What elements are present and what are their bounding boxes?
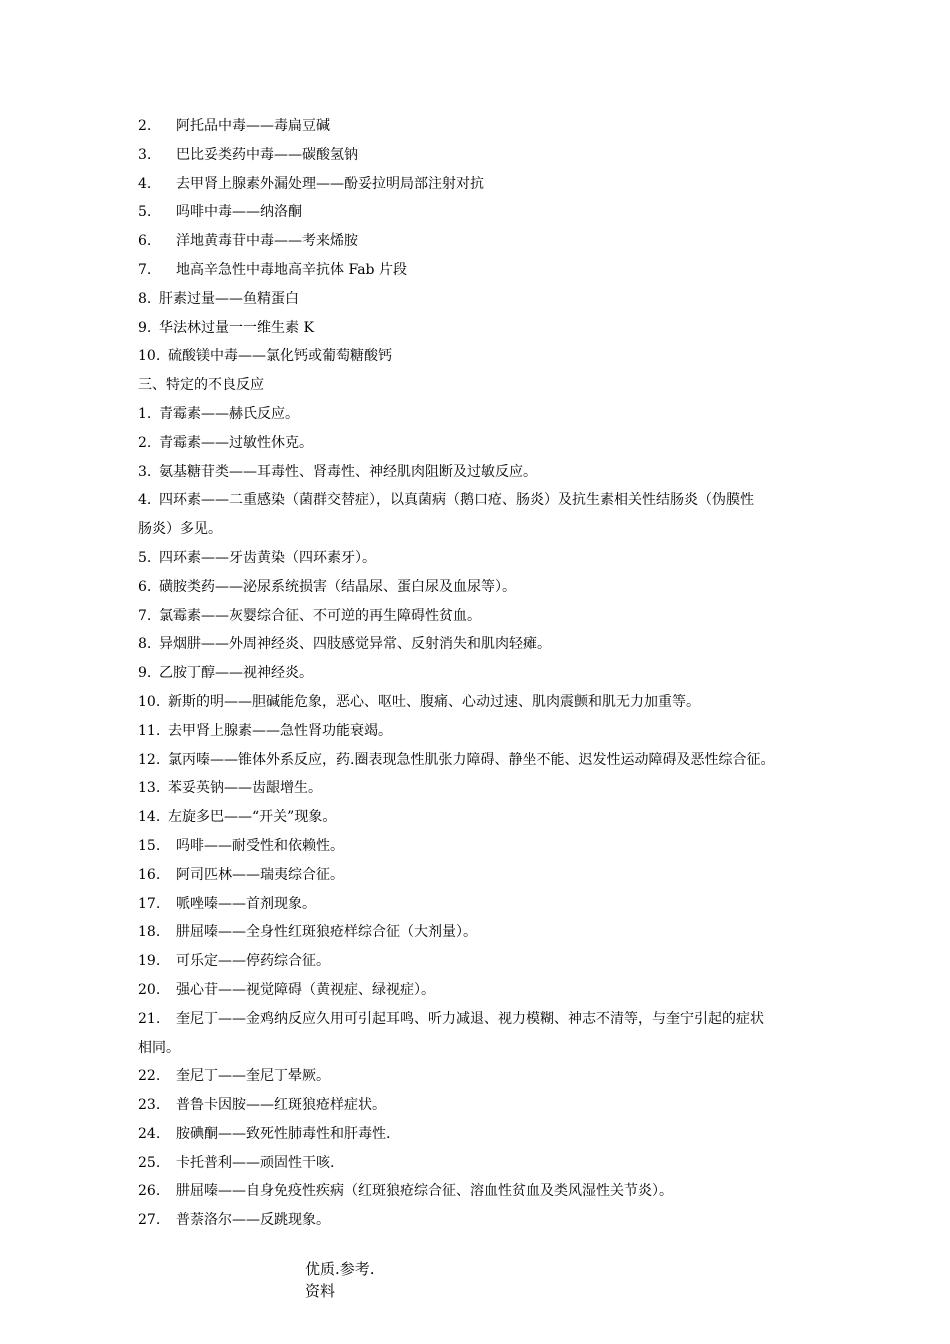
item-text: 青霉素——赫氏反应。: [159, 405, 299, 422]
item-text: 四环素——二重感染（菌群交替症），以真菌病（鹅口疮、肠炎）及抗生素相关性结肠炎（伪膜性: [159, 492, 754, 509]
item-number: 24.: [138, 1125, 161, 1142]
list-item: [138, 429, 818, 458]
item-text: 异烟肼——外周神经炎、四肢感觉异常、反射消失和肌肉轻瘫。: [159, 636, 551, 653]
reaction-21-continuation: 相同。: [138, 1039, 180, 1056]
item-number: 8.: [138, 290, 152, 307]
list-item: [138, 832, 818, 861]
item-text: 可乐定——停药综合征。: [176, 953, 330, 970]
item-number: 13.: [138, 780, 161, 797]
item-number: 2.: [138, 118, 152, 134]
list-item: [138, 342, 818, 371]
item-number: 10.: [138, 693, 161, 710]
item-text: 氯丙嗪——锥体外系反应，药.圈表现急性肌张力障碍、静坐不能、迟发性运动障碍及恶性综合征。: [168, 751, 775, 768]
item-text: 普萘洛尔——反跳现象。: [176, 1212, 330, 1229]
item-number: 23.: [138, 1097, 161, 1114]
list-item: [138, 141, 818, 170]
list-item: [138, 803, 818, 832]
list-item: [138, 774, 818, 803]
item-number: 5.: [138, 549, 152, 566]
item-text: 卡托普利——顽固性干咳.: [176, 1154, 335, 1171]
document-body: [138, 112, 818, 1235]
list-item: [138, 1062, 818, 1091]
item-number: 14.: [138, 809, 161, 826]
reaction-list-b: [138, 544, 818, 688]
list-item: [138, 918, 818, 947]
item-number: 4.: [138, 492, 152, 509]
list-item: [138, 1149, 818, 1178]
item-number: 17.: [138, 895, 161, 912]
item-text: 奎尼丁——金鸡纳反应久用可引起耳鸣、听力减退、视力模糊、神志不清等，与奎宁引起的症状: [176, 1010, 764, 1027]
item-text: 肼屈嗪——全身性红斑狼疮样综合征（大剂量）。: [176, 924, 477, 941]
item-number: 5.: [138, 204, 152, 221]
item-number: 9.: [138, 665, 152, 682]
item-text: 肼屈嗪——自身免疫性疾病（红斑狼疮综合征、溶血性贫血及类风湿性关节炎）。: [176, 1183, 673, 1200]
item-number: 3.: [138, 463, 152, 480]
list-item: [138, 227, 818, 256]
item-text: 硫酸镁中毒——氯化钙或葡萄糖酸钙: [168, 348, 392, 365]
item-text: 阿托品中毒——毒扁豆碱: [176, 118, 330, 134]
item-number: 1.: [138, 405, 152, 422]
item-text: 强心苷——视觉障碍（黄视症、绿视症）。: [176, 981, 435, 998]
item-text: 阿司匹林——瑞夷综合征。: [176, 866, 344, 883]
section-title: 三、特定的不良反应: [138, 377, 264, 394]
reaction-4-continuation: 肠炎）多见。: [138, 521, 222, 538]
item-number: 10.: [138, 348, 161, 365]
list-item: [138, 285, 818, 314]
list-item: [138, 458, 818, 487]
item-text: 苯妥英钠——齿龈增生。: [168, 780, 322, 797]
item-text: 巴比妥类药中毒——碳酸氢钠: [176, 146, 358, 163]
footer-line-2: 资料: [305, 1282, 336, 1300]
list-item: [138, 400, 818, 429]
list-item: [138, 602, 818, 631]
item-text: 肝素过量——鱼精蛋白: [159, 290, 299, 307]
item-number: 6.: [138, 578, 152, 595]
item-number: 15.: [138, 837, 161, 854]
list-item: [138, 256, 818, 285]
item-text: 氯霉素——灰婴综合征、不可逆的再生障碍性贫血。: [159, 607, 481, 624]
item-text: 奎尼丁——奎尼丁晕厥。: [176, 1068, 330, 1085]
item-number: 12.: [138, 751, 161, 768]
list-item: [138, 1091, 818, 1120]
item-number: 21.: [138, 1010, 161, 1027]
item-text: 乙胺丁醇——视神经炎。: [159, 665, 313, 682]
footer: [305, 1258, 375, 1302]
list-item: [138, 659, 818, 688]
reaction-list-c: [138, 688, 818, 832]
list-item: [138, 947, 818, 976]
item-text: 地高辛急性中毒地高辛抗体 Fab 片段: [176, 261, 407, 278]
item-text: 磺胺类药——泌尿系统损害（结晶尿、蛋白尿及血尿等）。: [159, 578, 516, 595]
list-item: [138, 112, 818, 141]
item-number: 7.: [138, 607, 152, 624]
list-item: [138, 1005, 818, 1034]
item-text: 吗啡——耐受性和依赖性。: [176, 837, 344, 854]
item-number: 25.: [138, 1154, 161, 1171]
list-item: [138, 717, 818, 746]
list-item: [138, 976, 818, 1005]
list-item: [138, 170, 818, 199]
item-number: 18.: [138, 924, 161, 941]
item-number: 22.: [138, 1068, 161, 1085]
item-number: 27.: [138, 1212, 161, 1229]
item-number: 26.: [138, 1183, 161, 1200]
footer-line-1: 优质.参考.: [305, 1260, 375, 1278]
item-number: 20.: [138, 981, 161, 998]
reaction-list-a: [138, 400, 818, 515]
reaction-list-e: [138, 1062, 818, 1235]
item-number: 9.: [138, 319, 152, 336]
list-item: [138, 746, 818, 775]
item-number: 7.: [138, 261, 152, 278]
list-item: [138, 861, 818, 890]
item-number: 6.: [138, 233, 152, 250]
list-item: [138, 198, 818, 227]
reaction-list-d: [138, 832, 818, 1034]
item-number: 16.: [138, 866, 161, 883]
list-item: [138, 1177, 818, 1206]
list-item: [138, 573, 818, 602]
list-item: [138, 630, 818, 659]
list-item: [138, 486, 818, 515]
item-number: 4.: [138, 175, 152, 192]
list-item: [138, 1120, 818, 1149]
item-text: 氨基糖苷类——耳毒性、肾毒性、神经肌肉阻断及过敏反应。: [159, 463, 537, 480]
item-text: 普鲁卡因胺——红斑狼疮样症状。: [176, 1097, 386, 1114]
item-text: 胺碘酮——致死性肺毒性和肝毒性.: [176, 1125, 391, 1142]
list-item: [138, 890, 818, 919]
item-text: 青霉素——过敏性休克。: [159, 434, 313, 451]
list-item: [138, 688, 818, 717]
item-text: 去甲肾上腺素外漏处理——酚妥拉明局部注射对抗: [176, 175, 484, 192]
item-text: 吗啡中毒——纳洛酮: [176, 204, 302, 221]
list-item: [138, 544, 818, 573]
item-text: 去甲肾上腺素——急性肾功能衰竭。: [168, 722, 392, 739]
list-item: [138, 1206, 818, 1235]
item-number: 19.: [138, 953, 161, 970]
item-text: 四环素——牙齿黄染（四环素牙）。: [159, 549, 376, 566]
item-text: 新斯的明——胆碱能危象，恶心、呕吐、腹痛、心动过速、肌肉震颤和肌无力加重等。: [168, 693, 700, 710]
item-number: 2.: [138, 434, 152, 451]
item-text: 华法林过量一一维生素 K: [159, 319, 314, 336]
item-number: 11.: [138, 722, 161, 739]
item-number: 8.: [138, 636, 152, 653]
item-text: 左旋多巴——“开关”现象。: [168, 809, 337, 826]
antidote-list: [138, 112, 818, 371]
item-number: 3.: [138, 146, 152, 163]
list-item: [138, 314, 818, 343]
item-text: 哌唑嗪——首剂现象。: [176, 895, 316, 912]
item-text: 洋地黄毒苷中毒——考来烯胺: [176, 233, 358, 250]
